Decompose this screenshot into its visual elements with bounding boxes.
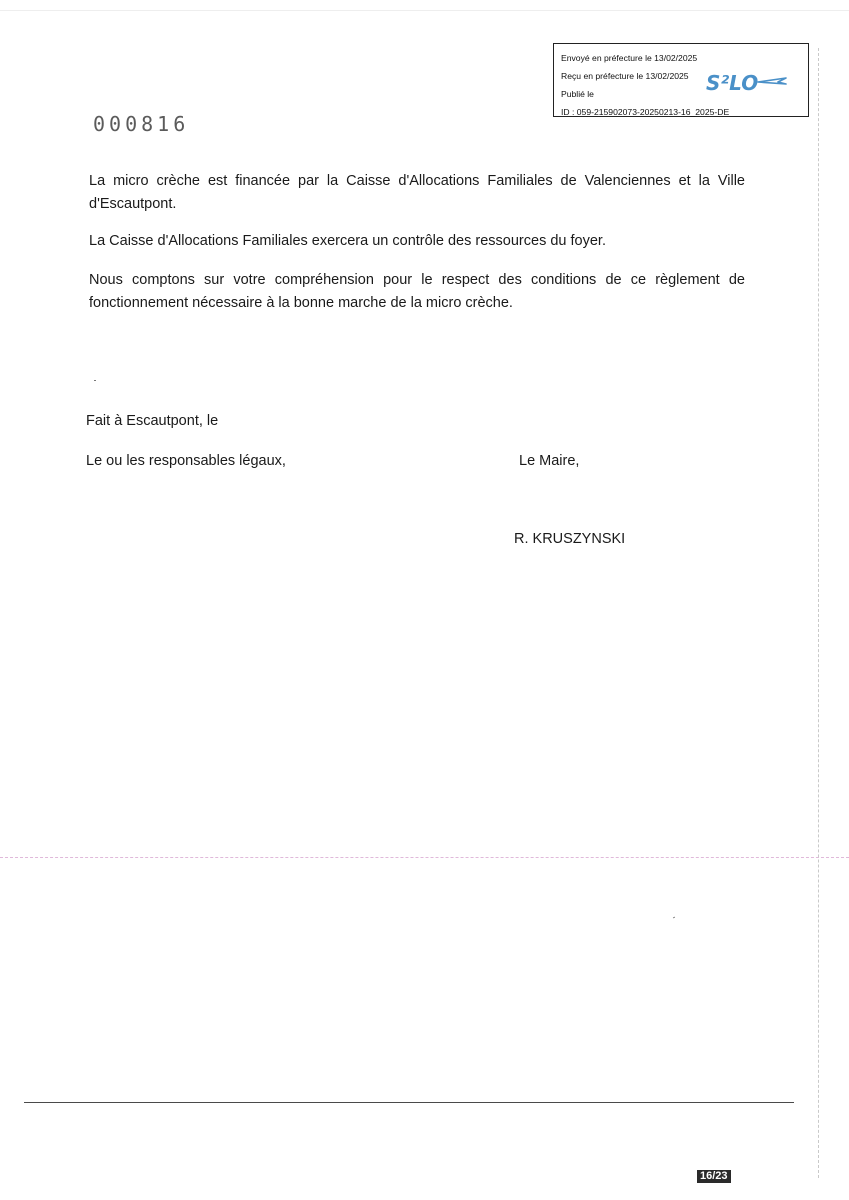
paragraph-understanding: Nous comptons sur votre compréhension pour le respect des conditions de ce règlement de fonctionnement nécessaire à la bonne marche de la micro crèche. [89,272,745,311]
stamp-received-line: Reçu en préfecture le 13/02/2025 [561,71,689,81]
stamp-published-line: Publié le [561,89,594,99]
mayor-label: Le Maire, [519,453,580,469]
paragraph-funding: La micro crèche est financée par la Caisse d'Allocations Familiales de Valenciennes et la Ville d'Escautpont. [89,173,745,212]
page-number: 16/23 [697,1170,731,1183]
mayor-name: R. KRUSZYNSKI [514,531,626,547]
scan-speck [94,380,96,381]
scan-fold-line [0,857,849,858]
footer-rule [24,1102,794,1103]
top-edge-rule [0,10,849,11]
scan-speck [673,917,675,919]
s2lo-logo-icon [706,70,788,94]
document-number: 000816 [93,112,190,136]
stamp-sent-line: Envoyé en préfecture le 13/02/2025 [561,53,698,63]
svg-text:S²LO: S²LO [706,71,759,94]
guardians-label: Le ou les responsables légaux, [86,453,286,469]
place-date-line: Fait à Escautpont, le [86,413,219,429]
prefecture-stamp [553,43,809,117]
stamp-id-line: ID : 059-215902073-20250213-16_2025-DE [561,107,730,117]
scan-right-edge [818,48,819,1178]
paragraph-control: La Caisse d'Allocations Familiales exercera un contrôle des ressources du foyer. [89,233,606,249]
